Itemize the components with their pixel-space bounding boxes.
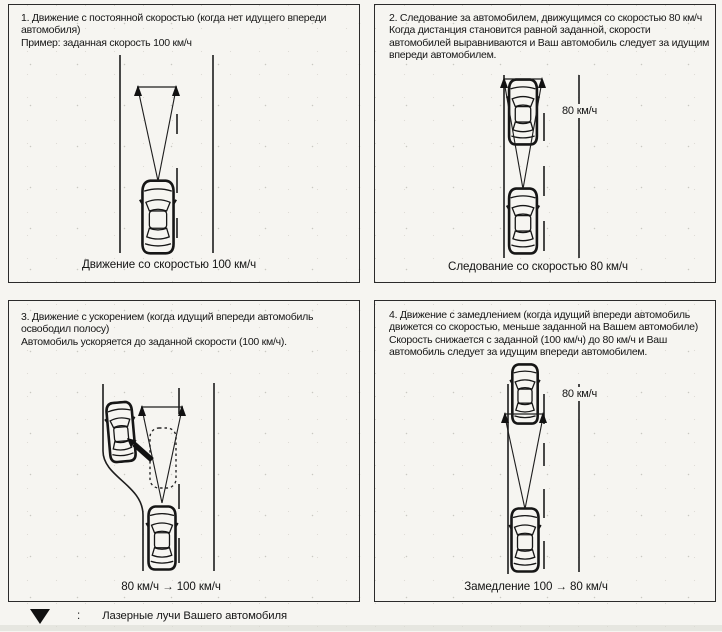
speed-label: 80 км/ч	[559, 387, 600, 401]
panel-deceleration	[374, 300, 716, 602]
panel-1-header-line-2: Пример: заданная скорость 100 км/ч	[21, 36, 192, 49]
panel-3-road-diagram	[9, 301, 358, 600]
panel-4-header-line-1: 4. Движение с замедлением (когда идущий впереди автомобиль движется со скоростью, меньше заданной на Вашем автомобиле)	[389, 309, 698, 334]
legend-separator: :	[77, 610, 81, 622]
laser-beam	[134, 85, 180, 181]
ego-car-icon	[509, 509, 541, 572]
panel-1-road-diagram	[9, 5, 358, 281]
ego-car-icon	[146, 507, 178, 570]
panel-2-caption: Следование со скоростью 80 км/ч	[448, 260, 628, 273]
panel-following	[374, 4, 716, 283]
speed-label: 80 км/ч	[559, 104, 600, 118]
panel-constant-speed	[8, 4, 360, 283]
panel-4-caption: Замедление 100 → 80 км/ч	[464, 580, 608, 593]
lead-car-icon	[507, 80, 539, 145]
ego-car-icon	[140, 181, 176, 254]
panel-3-header-line-2: Автомобиль ускоряется до заданной скорости (100 км/ч).	[21, 335, 287, 348]
panel-4-header-line-2: Скорость снижается с заданной (100 км/ч) до 80 км/ч и Ваш автомобиль следует за идущим впереди автомобилем.	[389, 333, 668, 358]
panel-2-road-diagram	[375, 5, 714, 281]
panel-4-road-diagram	[375, 301, 714, 600]
panel-2-header-line-2: Когда дистанция становится равной заданной, скорости автомобилей выравниваются и Ваш автомобиль следует за идущим впереди автомобилем.	[389, 24, 710, 61]
panel-3-header-line-1: 3. Движение с ускорением (когда идущий впереди автомобиль освободил полосу)	[21, 311, 314, 336]
ego-car-icon	[507, 189, 539, 254]
panel-acceleration	[8, 300, 360, 602]
lead-car-icon	[510, 364, 540, 423]
panel-2-header-line-1: 2. Следование за автомобилем, движущимся со скоростью 80 км/ч	[389, 12, 702, 24]
panel-1-caption: Движение со скоростью 100 км/ч	[81, 258, 257, 271]
lead-car-icon	[104, 401, 139, 463]
panel-1-header-line-1: 1. Движение с постоянной скоростью (когда нет идущего впереди автомобиля)	[21, 12, 327, 37]
legend	[30, 606, 287, 626]
lead-car-group	[104, 401, 139, 463]
scan-edge-artifact	[0, 625, 722, 631]
laser-beam-triangle-icon	[30, 609, 50, 624]
legend-label: Лазерные лучи Вашего автомобиля	[102, 610, 288, 622]
panel-3-caption: 80 км/ч → 100 км/ч	[121, 580, 221, 593]
